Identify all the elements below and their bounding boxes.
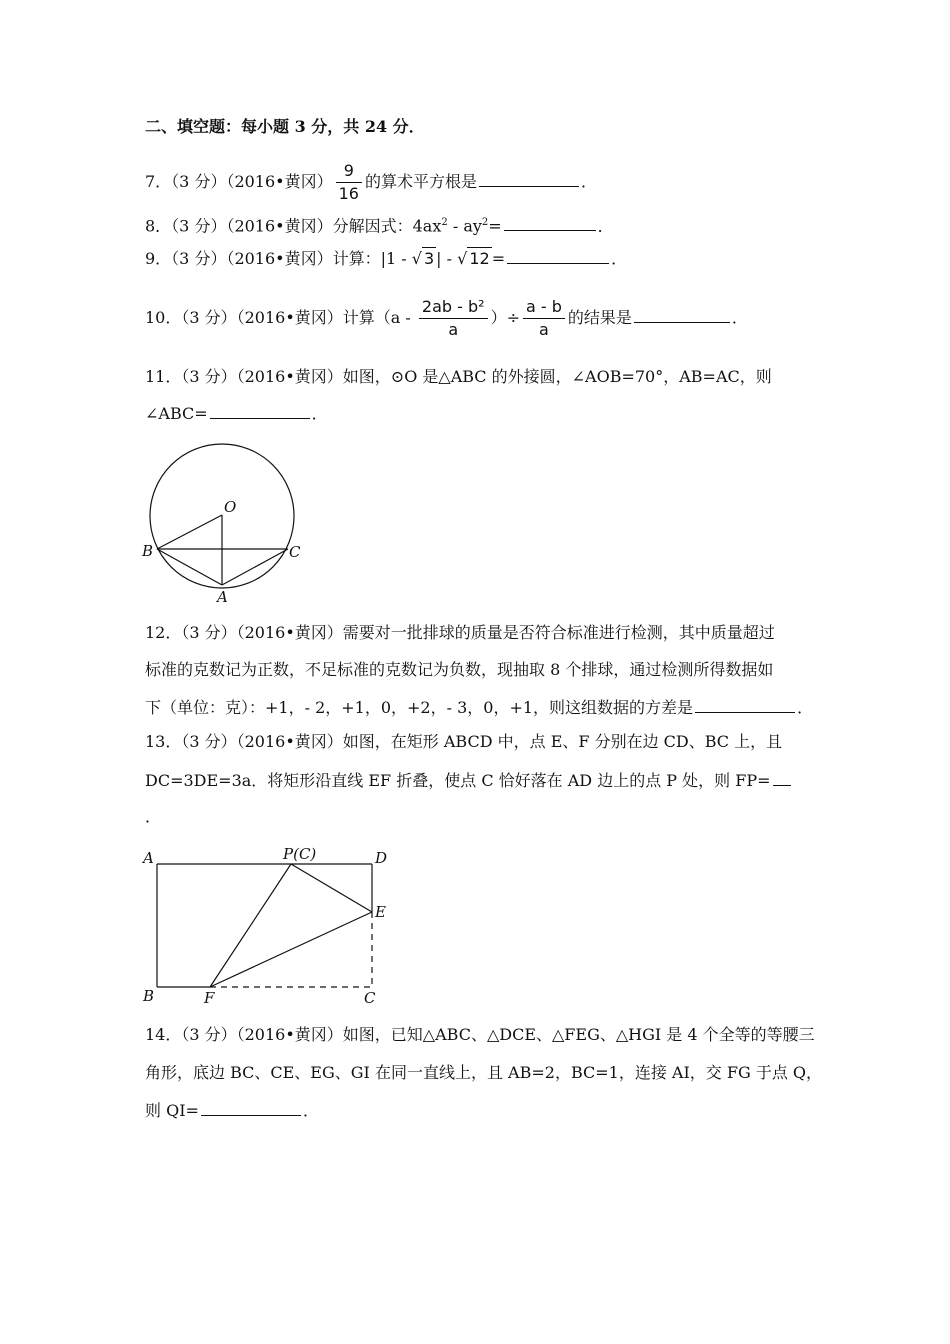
segment-pe — [291, 864, 372, 912]
q9-tail: = — [491, 249, 506, 268]
q8-end: ． — [597, 216, 614, 236]
question-11-line-1: 11．（3 分）（2016•黄冈）如图，⊙O 是△ABC 的外接圆，∠AOB=70°，AB=AC，则 — [145, 367, 772, 386]
label-b: B — [143, 987, 155, 1005]
q8-mid: - ay — [447, 216, 482, 236]
q13-line-2-text: DC=3DE=3a．将矩形沿直线 EF 折叠，使点 C 恰好落在 AD 边上的点 P 处，则 FP= — [145, 771, 771, 790]
question-7 — [145, 160, 597, 205]
question-13-line-3: ． — [145, 807, 162, 826]
q7-numerator: 9 — [336, 160, 362, 183]
q11-answer-blank[interactable] — [210, 402, 310, 419]
q8-answer-blank[interactable] — [504, 214, 596, 231]
question-10 — [145, 296, 748, 341]
q10-numerator-1: 2ab - b² — [419, 296, 488, 319]
q10-fraction-2 — [523, 296, 565, 341]
q9-answer-blank[interactable] — [507, 247, 609, 264]
q10-suffix: 的结果是 — [567, 308, 632, 327]
label-d: D — [375, 849, 388, 867]
label-e: E — [375, 903, 386, 921]
question-13-line-2 — [145, 769, 793, 792]
q12-answer-blank[interactable] — [695, 696, 795, 713]
label-f: F — [204, 989, 215, 1007]
question-9 — [145, 247, 627, 270]
question-12-line-3 — [145, 696, 813, 719]
q10-prefix: 10．（3 分）（2016•黄冈）计算（a - — [145, 308, 416, 327]
q7-end: ． — [580, 172, 597, 191]
q9-radicand-2: 12 — [469, 249, 490, 268]
label-b: B — [142, 542, 154, 560]
label-a: A — [143, 849, 154, 867]
label-a: A — [217, 588, 228, 606]
q10-numerator-2: a - b — [523, 296, 565, 319]
label-o: O — [224, 498, 237, 516]
q11-angle-label: ∠ABC= — [145, 404, 208, 423]
q9-radical-sign-2: √ — [457, 249, 468, 268]
q14-line-3-text: 则 QI= — [145, 1101, 199, 1120]
q13-answer-blank[interactable] — [773, 769, 791, 786]
label-c: C — [289, 543, 301, 561]
q10-denominator-2: a — [539, 320, 549, 339]
q9-end: ． — [611, 249, 628, 268]
q12-line-3-text: 下（单位：克）：+1，- 2，+1，0，+2，- 3，0，+1，则这组数据的方差是 — [145, 698, 694, 717]
q9-mid: | - — [436, 249, 458, 268]
q14-answer-blank[interactable] — [201, 1099, 301, 1116]
q7-denominator: 16 — [338, 184, 359, 203]
q12-end: ． — [797, 698, 814, 717]
label-c: C — [364, 989, 376, 1007]
q10-end: ． — [731, 308, 748, 327]
q10-fraction-1 — [419, 296, 488, 341]
q8-prefix: 8．（3 分）（2016•黄冈）分解因式：4ax — [145, 216, 442, 236]
q8-tail: = — [488, 216, 502, 236]
q7-answer-blank[interactable] — [479, 170, 579, 187]
q11-end: ． — [311, 404, 328, 423]
q9-radical-sign-1: √ — [411, 249, 422, 268]
question-12-line-1: 12．（3 分）（2016•黄冈）需要对一批排球的质量是否符合标准进行检测，其中质量超过 — [145, 623, 775, 642]
question-14-line-3 — [145, 1099, 319, 1122]
section-heading: 二、填空题：每小题 3 分，共 24 分． — [145, 117, 425, 136]
q9-radicand-1: 3 — [423, 249, 435, 268]
question-8 — [145, 212, 614, 237]
question-13-line-1: 13．（3 分）（2016•黄冈）如图，在矩形 ABCD 中，点 E、F 分别在边 CD、BC 上，且 — [145, 732, 783, 751]
segment-ob — [157, 515, 222, 549]
q7-suffix: 的算术平方根是 — [364, 172, 477, 191]
q7-fraction — [336, 160, 362, 205]
label-p-c: P(C) — [283, 845, 317, 863]
q9-prefix: 9．（3 分）（2016•黄冈）计算：|1 - — [145, 249, 412, 268]
question-14-line-1: 14．（3 分）（2016•黄冈）如图，已知△ABC、△DCE、△FEG、△HGI 是 4 个全等的等腰三 — [145, 1025, 815, 1044]
question-14-line-2: 角形，底边 BC、CE、EG、GI 在同一直线上，且 AB=2，BC=1，连接 AI，交 FG 于点 Q， — [145, 1063, 823, 1082]
q10-answer-blank[interactable] — [634, 306, 730, 323]
q10-denominator-1: a — [448, 320, 459, 339]
q13-rectangle-figure — [138, 840, 398, 1010]
q8-exponent-1: 2 — [441, 217, 448, 228]
q7-prefix: 7．（3 分）（2016•黄冈） — [145, 172, 333, 191]
question-12-line-2: 标准的克数记为正数，不足标准的克数记为负数，现抽取 8 个排球，通过检测所得数据如 — [145, 660, 774, 679]
q14-end: ． — [302, 1101, 319, 1120]
q10-mid: ）÷ — [490, 308, 520, 327]
q8-exponent-2: 2 — [481, 217, 489, 228]
q11-circle-figure — [138, 436, 308, 608]
question-11-line-2 — [145, 402, 328, 425]
